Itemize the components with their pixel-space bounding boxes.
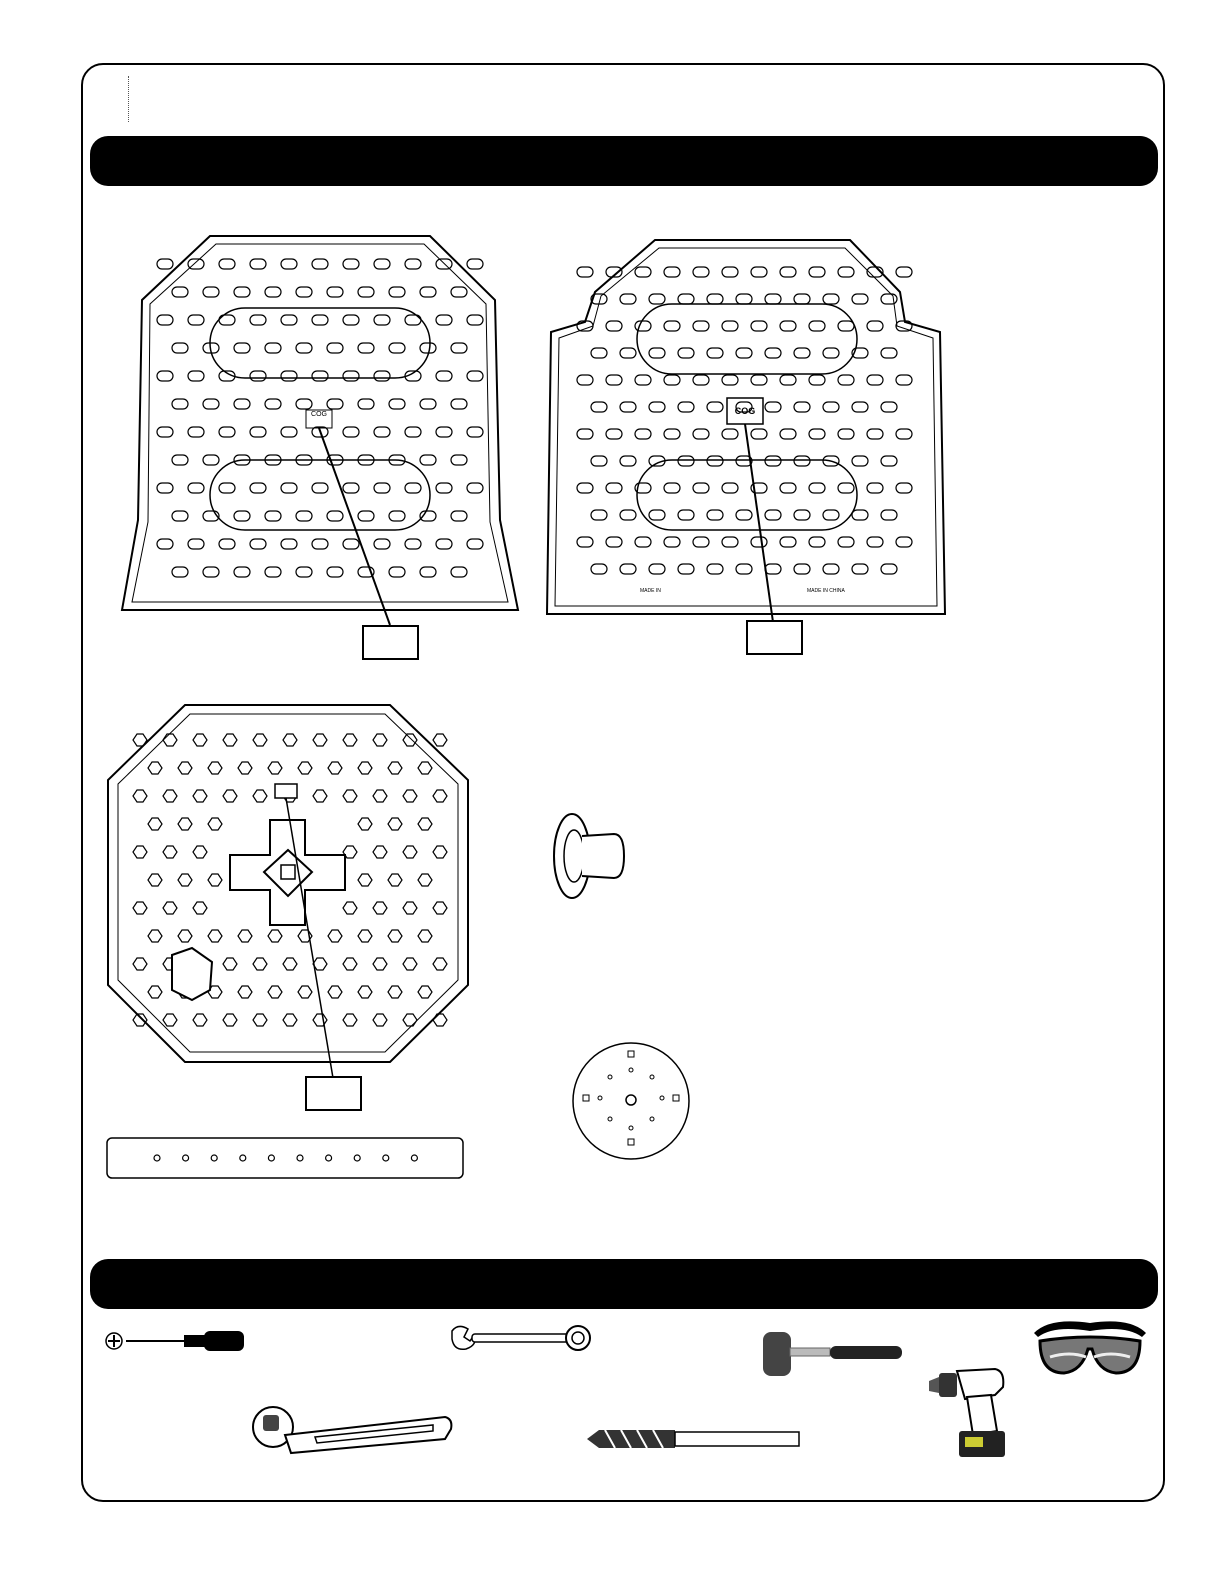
wall-panel-b-stamp-left: MADE IN <box>640 588 661 594</box>
screwdriver-icon <box>104 1327 246 1355</box>
floor-panel-drawing <box>100 700 475 1070</box>
tools-header-bar <box>90 1259 1158 1309</box>
safety-glasses-icon <box>1030 1313 1150 1383</box>
corner-dotted-rule <box>128 76 131 122</box>
floor-panel-tag <box>305 1076 362 1111</box>
plug-drawing <box>552 810 632 902</box>
parts-header-label <box>90 148 114 173</box>
power-drill-icon <box>925 1365 1010 1460</box>
wall-panel-b-stamp-right: MADE IN CHINA <box>807 588 845 594</box>
wrench-icon <box>448 1323 593 1353</box>
wall-panel-b-drawing <box>545 232 950 622</box>
wall-panel-a-drawing <box>120 230 520 630</box>
mallet-icon <box>760 1328 905 1380</box>
ratchet-icon <box>245 1405 455 1463</box>
wall-panel-a-mold-text: COG <box>311 411 327 418</box>
wall-panel-b-tag <box>746 620 803 655</box>
tube-drawing <box>105 1136 467 1182</box>
wall-panel-b-mold-text: COG <box>734 406 756 416</box>
tools-header-label <box>90 1271 114 1296</box>
wall-panel-a-tag <box>362 625 419 660</box>
drill-bit-icon <box>585 1426 805 1452</box>
parts-header-bar <box>90 136 1158 186</box>
disc-drawing <box>570 1040 692 1162</box>
